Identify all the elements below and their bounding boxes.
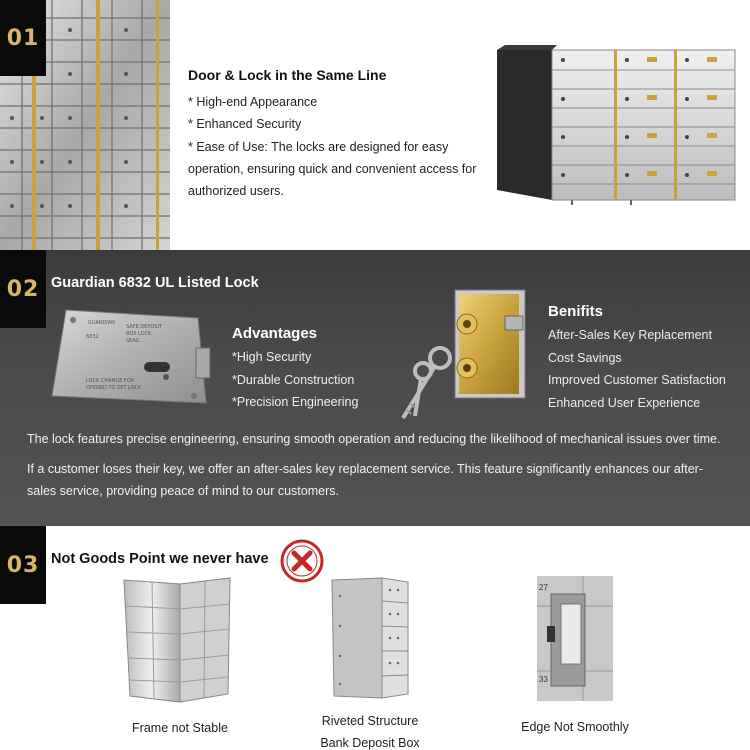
benefit-item: Enhanced User Experience [548,395,701,410]
section-number-badge: 02 [0,250,46,328]
steel-lock-image [48,308,218,408]
advantages-heading: Advantages [232,325,318,342]
feature-list [188,91,488,202]
door-number-text: 33 [539,675,548,684]
engineering-paragraph: The lock features precise engineering, ensuring smooth operation and reducing the likelihood of mechanical issues over time. [27,432,721,446]
section-title: Not Goods Point we never have [51,551,269,567]
product-caption: Frame not Stable [132,721,228,735]
benefits-list [548,324,726,414]
lock-engraving-text: 6832 [86,334,99,340]
benefit-item: Cost Savings [548,350,622,365]
benefit-item: Improved Customer Satisfaction [548,373,726,387]
feature-item: * High-end Appearance [188,95,318,109]
section-guardian-lock [0,250,750,526]
lock-engraving-text: OPENED TO SET LOCK [86,385,142,391]
section-title: Door & Lock in the Same Line [188,67,387,83]
advantages-list [232,346,358,414]
deposit-box-cabinet-image [497,45,737,205]
section-number-badge: 03 [0,526,46,604]
riveted-box-image [330,576,410,701]
key-replacement-paragraph: If a customer loses their key, we offer an after-sales key replacement service. This feature significantly enhances our after-sales service, providing peace of mind to our customers. [27,462,704,498]
unstable-frame-box-image [120,576,240,706]
section-number-badge: 01 [0,0,46,76]
feature-item: * Enhanced Security [188,117,302,132]
rough-edge-door-image [537,576,613,701]
lock-engraving-text: GUARDIAN [88,320,115,326]
section-door-lock [0,0,750,250]
product-caption: Bank Deposit Box [320,736,420,750]
lock-engraving-text: BOX LOCK [126,331,152,337]
benefits-heading: Benifits [548,303,604,320]
advantage-item: *Precision Engineering [232,395,359,409]
advantage-item: *Durable Construction [232,372,355,387]
advantage-item: *High Security [232,350,312,364]
benefit-item: After-Sales Key Replacement [548,328,712,342]
product-caption: Riveted Structure [321,714,419,728]
section-bad-points [0,526,750,750]
product-edge-not-smooth [500,576,650,738]
product-caption: Edge Not Smoothly [521,720,629,734]
brass-lock-with-keys-image [395,286,535,426]
feature-item: * Ease of Use: The locks are designed for easy operation, ensuring quick and convenient access for authorized users. [188,139,477,199]
section-title: Guardian 6832 UL Listed Lock [51,275,259,291]
lock-engraving-text: SEAG [126,338,140,344]
lock-engraving-text: SAFE DEPOSIT [126,324,162,330]
product-frame-not-stable [100,576,260,739]
door-number-text: 27 [539,583,548,592]
lock-engraving-text: LOCK CHANGE FOR [86,378,135,384]
product-riveted-structure [300,576,440,750]
